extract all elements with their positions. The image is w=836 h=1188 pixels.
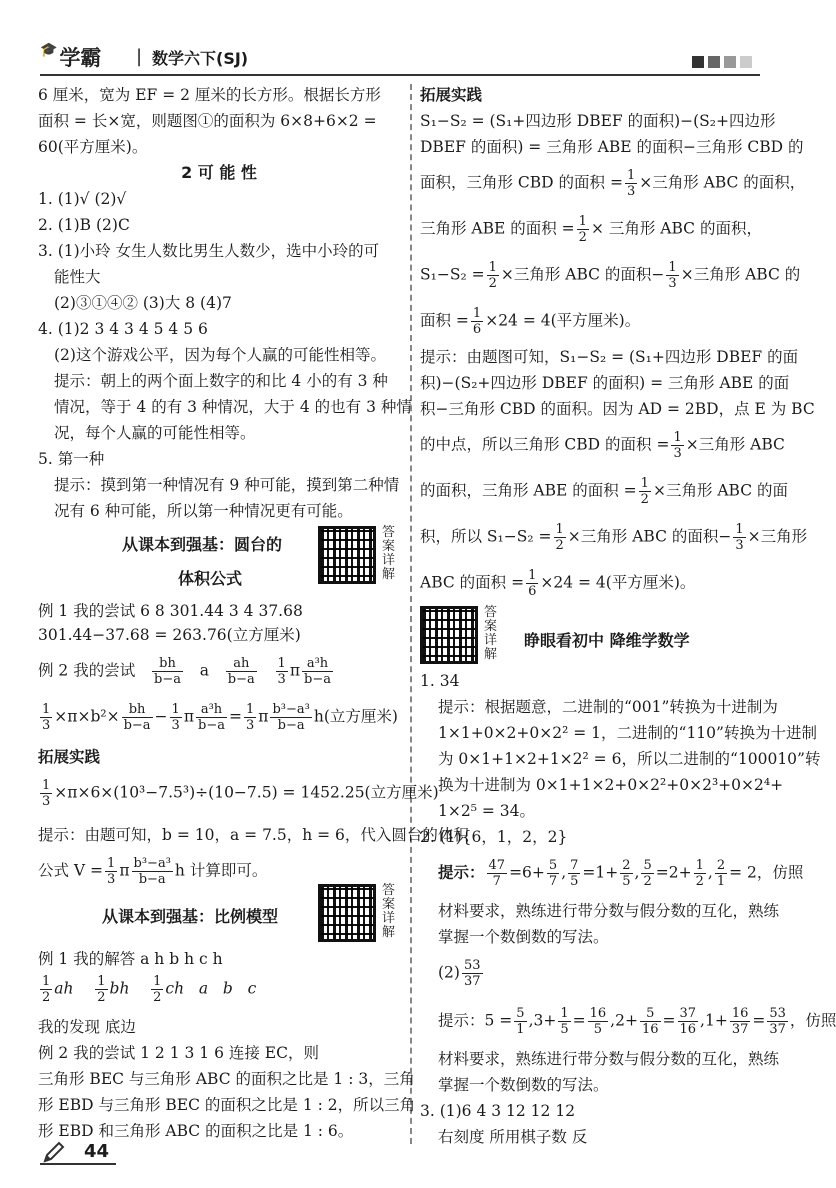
text: 的中点，所以三角形 CBD 的面积 = — [420, 435, 670, 454]
text: 三角形 ABE 的面积 = — [420, 219, 575, 238]
text: ×三角形 ABC 的面积− — [567, 527, 732, 546]
text: ABC 的面积 = — [420, 573, 525, 592]
subsection-title: 拓展实践 — [420, 86, 483, 104]
hint-line: 公式 V = $\frac{1}{3}$ π $\frac{\text{b³−a³}}{b-a}$ h 计算即可。 — [38, 856, 268, 887]
example-line: $\frac{1}{2}$ ah $\frac{1}{2}$ bh $\frac{1}{2}$ ch a b c — [42, 974, 257, 1005]
header-square-icon — [708, 56, 720, 68]
hint-text: h 计算即可。 — [174, 861, 268, 880]
text-line: 面积 = 长×宽，则题图①的面积为 6×8+6×2 = — [38, 112, 377, 130]
header-square-icon — [692, 56, 704, 68]
text: ×三角形 ABC — [685, 435, 785, 454]
text-line: 面积 = $\frac{1}{6}$ ×24 = 4(平方厘米)。 — [420, 306, 641, 337]
example-line: 形 EBD 与三角形 BEC 的面积之比是 1 : 2，所以三角 — [38, 1096, 416, 1114]
answer-line: 5. 第一种 — [38, 450, 105, 468]
answer-line: (2) $\frac{53}{37}$ — [438, 958, 481, 989]
example-label: 例 2 我的尝试 — [38, 661, 136, 680]
text-line: 三角形 ABE 的面积 = $\frac{1}{2}$ × 三角形 ABC 的面积， — [420, 214, 762, 245]
qr-label: 答案详解 — [382, 883, 396, 940]
header-square-icon — [724, 56, 736, 68]
hint-line: 提示：摸到第一种情况有 9 种可能，摸到第二种情 — [54, 476, 400, 494]
example-line: 我的发现 底边 — [38, 1018, 136, 1036]
hint-line: 情况，等于 4 的有 3 种情况，大于 4 的也有 3 种情 — [54, 398, 412, 416]
hint-line: 提示：由题可知，b = 10，a = 7.5，h = 6，代入圆台的体积 — [38, 826, 469, 844]
subsection-title: 拓展实践 — [38, 748, 101, 766]
text: 积，所以 S₁−S₂ = — [420, 527, 552, 546]
text-line: 60(平方厘米)。 — [38, 138, 148, 156]
hint-line: 材料要求，熟练进行带分数与假分数的互化，熟练 — [438, 1050, 780, 1068]
text-line: 面积，三角形 CBD 的面积 = $\frac{1}{3}$ ×三角形 ABC 的面积， — [420, 168, 806, 199]
text-line: S₁−S₂ = (S₁+四边形 DBEF 的面积)−(S₂+四边形 — [420, 112, 776, 130]
logo-text: 学霸 — [59, 46, 102, 70]
section-title: 睁眼看初中 降维学数学 — [524, 631, 690, 650]
hint-text: 公式 V = — [38, 861, 104, 880]
book-title: 数学六下(SJ) — [152, 49, 249, 68]
hint-line: 况有 6 种可能，所以第一种情况更有可能。 — [54, 502, 353, 520]
mortarboard-icon: 🎓 — [40, 42, 58, 58]
answer-line: 右刻度 所用棋子数 反 — [438, 1128, 588, 1146]
formula-line: $\frac{1}{3}$ ×π×b²× $\frac{bh}{b-a}$ − $\frac{1}{3}$ π $\frac{\text{a³h}}{b-a}$ = $\frac{1}{3}$ π $\frac{\text{b³−a³}}{b-a}$ h(立方厘米) — [42, 702, 398, 733]
section-title: 从课本到强基：圆台的 — [122, 535, 283, 554]
hint-line: 积−三角形 CBD 的面积。因为 AD = 2BD，点 E 为 BC — [420, 400, 815, 418]
hint-line: 掌握一个数倒数的写法。 — [438, 1076, 609, 1094]
hint-line: 提示： $\frac{47}{7}$ =6+ $\frac{5}{7}$ , $\frac{7}{5}$ =1+ $\frac{2}{5}$ , $\frac{5}{2}$ =2+ $\frac{1}{2}$ , $\frac{2}{1}$ = 2，仿照 — [438, 858, 804, 889]
hint-line: 提示：5 = $\frac{5}{1}$ ,3+ $\frac{1}{5}$ = $\frac{16}{5}$ ,2+ $\frac{5}{16}$ = $\frac{37}{16}$ ,1+ $\frac{16}{37}$ = $\frac{53}{37}$ ，仿照 — [438, 1006, 836, 1037]
hint-line: 提示：由题图可知，S₁−S₂ = (S₁+四边形 DBEF 的面 — [420, 348, 799, 366]
text: 面积 = — [420, 311, 469, 330]
hint-text: ，仿照 — [789, 1011, 836, 1030]
text: ×三角形 ABC 的面 — [652, 481, 789, 500]
qr-code-icon[interactable] — [318, 884, 376, 942]
hint-text: = 2，仿照 — [729, 863, 804, 882]
hint-label: 提示： — [438, 863, 485, 882]
answer-line: 能性大 — [54, 268, 101, 286]
page-number: 44 — [84, 1141, 110, 1162]
hint-line: 的面积，三角形 ABE 的面积 = $\frac{1}{2}$ ×三角形 ABC 的面 — [420, 476, 789, 507]
hint-line: 材料要求，熟练进行带分数与假分数的互化，熟练 — [438, 902, 780, 920]
fraction: $\frac{1}{3}$ — [277, 656, 286, 687]
hint-line: 1×1+0×2+0×2² = 1，二进制的“110”转换为十进制 — [438, 724, 817, 742]
fraction: $\frac{bh}{b-a}$ — [154, 656, 181, 687]
qr-code-icon[interactable] — [318, 526, 376, 584]
hint-text: 提示：5 = — [438, 1011, 513, 1030]
header-separator: | — [136, 46, 143, 67]
answer-line: 4. (1)2 3 4 3 4 5 4 5 6 — [38, 320, 208, 338]
text: ×三角形 ABC 的面积， — [639, 173, 806, 192]
fraction: $\frac{ah}{b-a}$ — [227, 656, 255, 687]
qr-label: 答案详解 — [382, 525, 396, 582]
example-line: 形 EBD 和三角形 ABC 的面积之比是 1 : 6。 — [38, 1122, 354, 1140]
text-line: S₁−S₂ = $\frac{1}{2}$ ×三角形 ABC 的面积− $\frac{1}{3}$ ×三角形 ABC 的 — [420, 260, 801, 291]
section-title: 体积公式 — [178, 569, 243, 588]
answer-line: (2)③①④② (3)大 8 (4)7 — [54, 294, 232, 312]
qr-code-icon[interactable] — [420, 606, 478, 664]
hint-line: 换为十进制为 0×1+1×2+0×2²+0×2³+0×2⁴+ — [438, 776, 784, 794]
footer-rule — [40, 1163, 116, 1165]
hint-line: 为 0×1+1×2+1×2² = 6，所以二进制的“100010”转 — [438, 750, 821, 768]
fraction: $\frac{\text{a³h}}{b-a}$ — [304, 656, 331, 687]
hint-line: 积，所以 S₁−S₂ = $\frac{1}{2}$ ×三角形 ABC 的面积− $\frac{1}{3}$ ×三角形 — [420, 522, 808, 553]
text: ×三角形 ABC 的 — [680, 265, 801, 284]
qr-label: 答案详解 — [484, 605, 498, 662]
logo — [40, 42, 101, 72]
answer-line: (2)这个游戏公平，因为每个人赢的可能性相等。 — [54, 346, 386, 364]
hint-line: 提示：根据题意，二进制的“001”转换为十进制为 — [438, 698, 778, 716]
answer-line: 3. (1)小玲 女生人数比男生人数少，选中小玲的可 — [38, 242, 380, 260]
example-line: 三角形 BEC 与三角形 ABC 的面积之比是 1 : 3，三角 — [38, 1070, 415, 1088]
text: 的面积，三角形 ABE 的面积 = — [420, 481, 637, 500]
answer-line: 1. (1)√ (2)√ — [38, 190, 127, 208]
example-line: 例 2 我的尝试 1 2 1 3 1 6 连接 EC，则 — [38, 1044, 319, 1062]
hint-line: 掌握一个数倒数的写法。 — [438, 928, 609, 946]
header — [40, 40, 760, 76]
column-divider — [410, 84, 412, 1144]
text: S₁−S₂ = — [420, 265, 485, 284]
hint-line: 1×2⁵ = 34。 — [438, 802, 535, 820]
example-line: 301.44−37.68 = 263.76(立方厘米) — [38, 626, 301, 644]
text-line: DBEF 的面积) = 三角形 ABE 的面积−三角形 CBD 的 — [420, 138, 804, 156]
header-square-icon — [740, 56, 752, 68]
pencil-icon — [42, 1140, 66, 1164]
section-title: 从课本到强基：比例模型 — [102, 907, 279, 926]
example-value: a — [199, 661, 209, 680]
text-line: 6 厘米，宽为 EF = 2 厘米的长方形。根据长方形 — [38, 86, 381, 104]
text: 面积，三角形 CBD 的面积 = — [420, 173, 623, 192]
formula-line: $\frac{1}{3}$ ×π×6×(10³−7.5³)÷(10−7.5) = 1452.25(立方厘米) — [42, 778, 439, 809]
text: × 三角形 ABC 的面积， — [590, 219, 762, 238]
text: ×24 = 4(平方厘米)。 — [485, 311, 641, 330]
answer-line: 3. (1)6 4 3 12 12 12 — [420, 1102, 576, 1120]
answer-line: 2. (1)B (2)C — [38, 216, 130, 234]
text: ×三角形 — [747, 527, 808, 546]
answer-text: (2) — [438, 963, 460, 982]
hint-line: ABC 的面积 = $\frac{1}{6}$ ×24 = 4(平方厘米)。 — [420, 568, 696, 599]
example-line: 例 1 我的尝试 6 8 301.44 3 4 37.68 — [38, 602, 303, 620]
unit-text: h(立方厘米) — [313, 707, 398, 726]
example-line: 例 1 我的解答 a h b h c h — [38, 950, 223, 968]
header-rule — [40, 74, 760, 76]
section-title: 2 可 能 性 — [181, 163, 257, 182]
answer-line: 2. (1){6，1，2，2} — [420, 828, 568, 846]
example-line: 例 2 我的尝试 $\frac{bh}{b-a}$ a $\frac{ah}{b-a}$ $\frac{1}{3}$ π $\frac{\text{a³h}}{b-a}$ — [38, 656, 331, 687]
answer-line: 1. 34 — [420, 672, 460, 690]
text: ×24 = 4(平方厘米)。 — [540, 573, 696, 592]
formula-text: ×π×6×(10³−7.5³)÷(10−7.5) = 1452.25(立方厘米) — [54, 783, 439, 802]
text: ×三角形 ABC 的面积− — [500, 265, 665, 284]
hint-line: 提示：朝上的两个面上数字的和比 4 小的有 3 种 — [54, 372, 388, 390]
hint-line: 况，每个人赢的可能性相等。 — [54, 424, 256, 442]
hint-line: 积)−(S₂+四边形 DBEF 的面积) = 三角形 ABE 的面 — [420, 374, 790, 392]
hint-line: 的中点，所以三角形 CBD 的面积 = $\frac{1}{3}$ ×三角形 ABC — [420, 430, 785, 461]
